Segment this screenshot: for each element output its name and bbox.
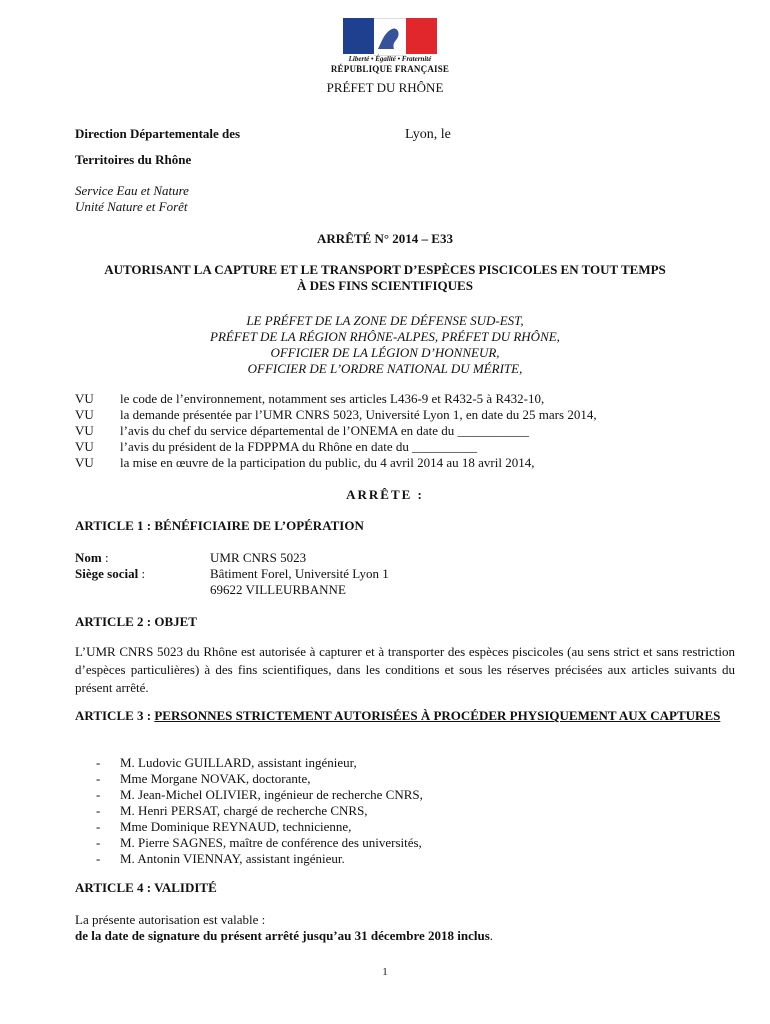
siege-line1: Bâtiment Forel, Université Lyon 1 [210, 566, 389, 581]
decree-subject-line2: À DES FINS SCIENTIFIQUES [297, 278, 473, 293]
article3-prefix: ARTICLE 3 : [75, 708, 155, 723]
vu-text: la mise en œuvre de la participation du public, du 4 avril 2014 au 18 avril 2014, [120, 455, 535, 470]
person-name: Mme Morgane NOVAK, doctorante, [120, 771, 311, 786]
republic-logo [343, 18, 437, 54]
marianne-icon [374, 19, 405, 55]
flag-white-stripe [374, 18, 405, 56]
vu-label: VU [75, 407, 94, 422]
republique-francaise: RÉPUBLIQUE FRANÇAISE [330, 64, 450, 74]
arrete-heading: ARRÊTE : [346, 487, 424, 502]
person-name: M. Pierre SAGNES, maître de conférence des universités, [120, 835, 422, 850]
article2-text: L’UMR CNRS 5023 du Rhône est autorisée à capturer et à transporter des espèces piscicoles (au sens strict et sans restriction d’espèces particulières) à des fins scientifiques, dans les conditions et sous les réserves précisées aux articles suivants du présent arrêté. [75, 644, 735, 695]
vu-text: le code de l’environnement, notamment ses articles L436-9 et R432-5 à R432-10, [120, 391, 545, 406]
prefet-title-4: OFFICIER DE L’ORDRE NATIONAL DU MÉRITE, [247, 361, 523, 376]
person-name: M. Henri PERSAT, chargé de recherche CNRS, [120, 803, 368, 818]
article4-title: ARTICLE 4 : VALIDITÉ [75, 880, 217, 895]
prefet-heading: PRÉFET DU RHÔNE [326, 80, 444, 95]
decree-subject-line1: AUTORISANT LA CAPTURE ET LE TRANSPORT D’ESPÈCES PISCICOLES EN TOUT TEMPS [104, 262, 666, 277]
service-name: Service Eau et Nature [75, 183, 189, 198]
nom-sep: : [101, 550, 109, 565]
vu-label: VU [75, 391, 94, 406]
article2-title: ARTICLE 2 : OBJET [75, 614, 197, 629]
person-name: M. Ludovic GUILLARD, assistant ingénieur, [120, 755, 357, 770]
article4-line2 [75, 928, 493, 944]
flag-red-stripe [406, 18, 437, 54]
prefet-title-1: LE PRÉFET DE LA ZONE DE DÉFENSE SUD-EST, [246, 313, 524, 328]
vu-text: l’avis du chef du service départemental de l’ONEMA en date du ___________ [120, 423, 530, 438]
article1-title: ARTICLE 1 : BÉNÉFICIAIRE DE L’OPÉRATION [75, 518, 364, 533]
vu-label: VU [75, 423, 94, 438]
nom-label: Nom [75, 550, 102, 565]
issuer-line1: Direction Départementale des [75, 126, 241, 141]
validity-period: de la date de signature du présent arrêté jusqu’au 31 décembre 2018 inclus [75, 928, 490, 943]
article3-title-text: PERSONNES STRICTEMENT AUTORISÉES À PROCÉDER PHYSIQUEMENT AUX CAPTURES [154, 708, 721, 723]
siege-label: Siège social [75, 566, 139, 581]
nom-value: UMR CNRS 5023 [210, 550, 307, 565]
city-date: Lyon, le [405, 127, 451, 142]
flag-blue-stripe [343, 18, 374, 54]
issuer-line2: Territoires du Rhône [75, 152, 192, 167]
page-number: 1 [382, 966, 388, 978]
vu-label: VU [75, 455, 94, 470]
prefet-title-3: OFFICIER DE LA LÉGION D’HONNEUR, [270, 345, 500, 360]
person-name: Mme Dominique REYNAUD, technicienne, [120, 819, 352, 834]
republic-motto: Liberté • Égalité • Fraternité [348, 55, 432, 63]
person-name: M. Antonin VIENNAY, assistant ingénieur. [120, 851, 345, 866]
siege-sep: : [138, 566, 146, 581]
vu-label: VU [75, 439, 94, 454]
unit-name: Unité Nature et Forêt [75, 199, 188, 214]
prefet-title-2: PRÉFET DE LA RÉGION RHÔNE-ALPES, PRÉFET DU RHÔNE, [210, 329, 560, 344]
vu-text: l’avis du président de la FDPPMA du Rhône en date du __________ [120, 439, 478, 454]
article3-title [75, 708, 735, 724]
validity-period-end: . [489, 928, 494, 943]
decree-number: ARRÊTÉ N° 2014 – E33 [317, 231, 453, 246]
article4-line1: La présente autorisation est valable : [75, 912, 266, 927]
person-name: M. Jean-Michel OLIVIER, ingénieur de recherche CNRS, [120, 787, 423, 802]
vu-text: la demande présentée par l’UMR CNRS 5023, Université Lyon 1, en date du 25 mars 2014, [120, 407, 597, 422]
siege-line2: 69622 VILLEURBANNE [210, 582, 346, 597]
